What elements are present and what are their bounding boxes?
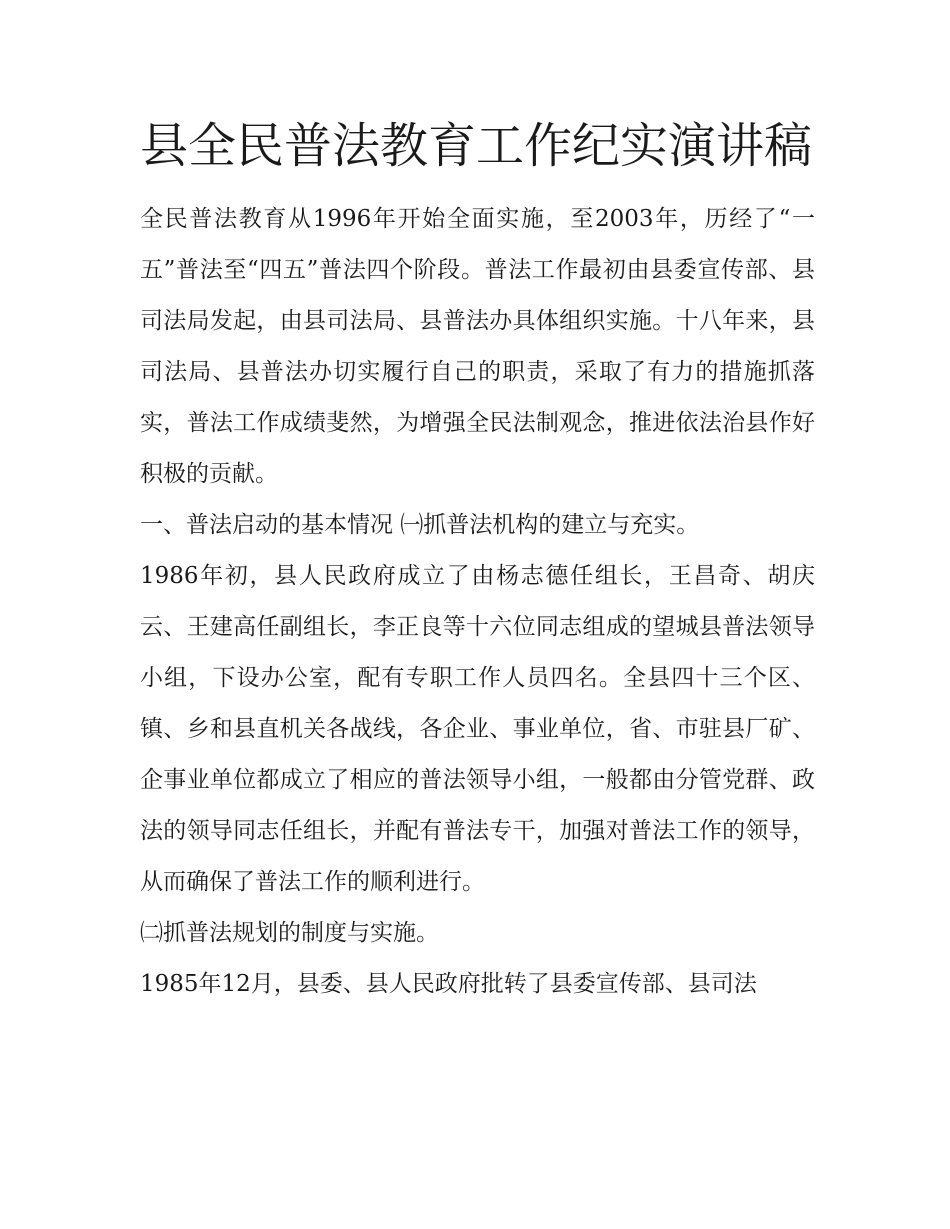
- paragraph-section-heading: 一、普法启动的基本情况 ㈠抓普法机构的建立与充实。: [140, 512, 700, 538]
- paragraph-subheading-planning: ㈡抓普法规划的制度与实施。: [140, 920, 439, 946]
- document-title: 县全民普法教育工作纪实演讲稿: [140, 118, 813, 174]
- paragraph-intro: 全民普法教育从1996年开始全面实施，至2003年，历经了“一五”普法至“四五”普法四个阶段。普法工作最初由县委宣传部、县司法局发起，由县司法局、县普法办具体组织实施。十八年来，县司法局、县普法办切实履行自己的职责，采取了有力的措施抓落实，普法工作成绩斐然，为增强全民法制观念，推进依法治县作好积极的贡献。: [140, 206, 815, 487]
- paragraph-planning: 1985年12月，县委、县人民政府批转了县委宣传部、县司法: [140, 971, 757, 997]
- paragraph-institutions: 1986年初，县人民政府成立了由杨志德任组长，王昌奇、胡庆云、王建高任副组长，李正良等十六位同志组成的望城县普法领导小组，下设办公室，配有专职工作人员四名。全县四十三个区、镇、乡和县直机关各战线，各企业、事业单位，省、市驻县厂矿、企事业单位都成立了相应的普法领导小组，一般都由分管党群、政法的领导同志任组长，并配有普法专干，加强对普法工作的领导，从而确保了普法工作的顺利进行。: [140, 563, 815, 895]
- document-page: [140, 110, 815, 1010]
- document-body: [140, 194, 815, 1010]
